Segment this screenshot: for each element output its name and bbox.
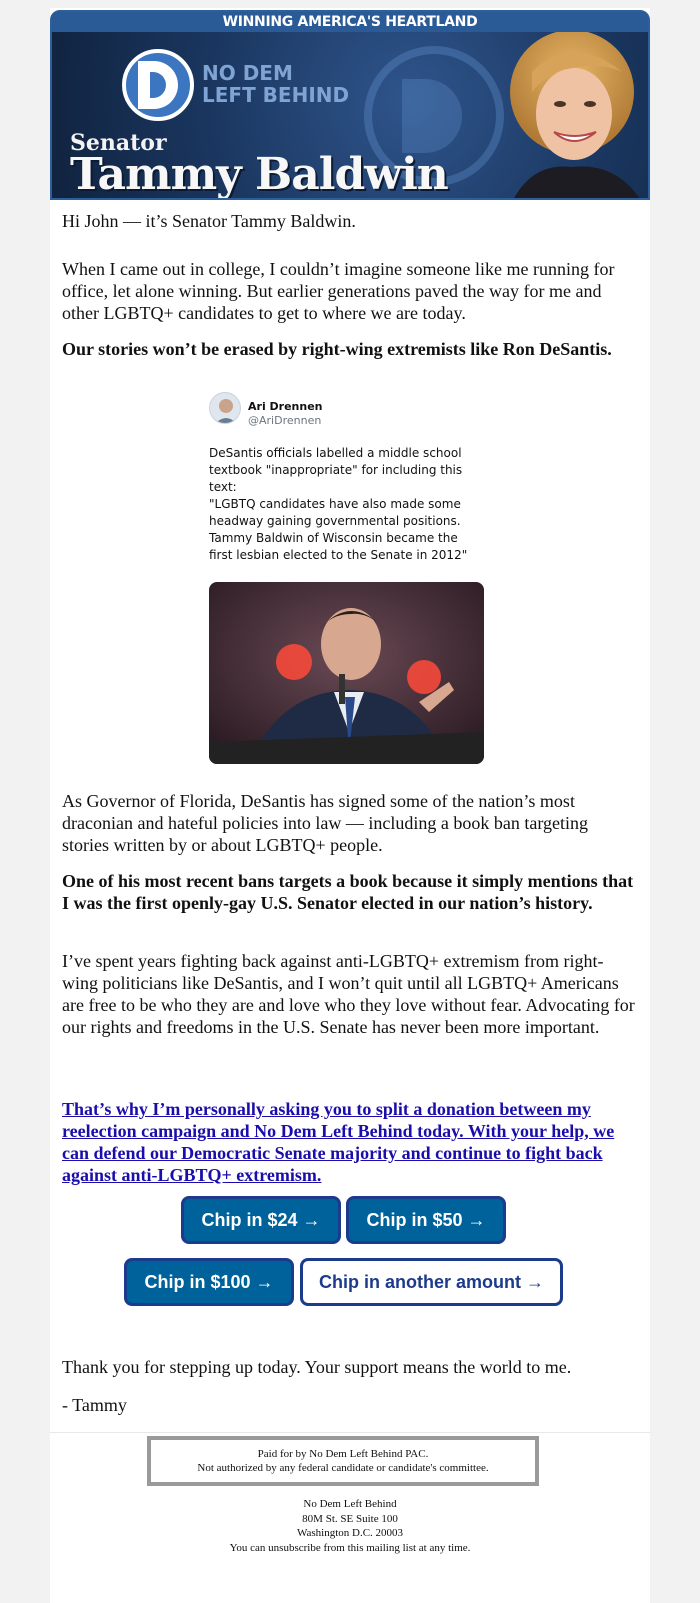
paragraph-2: As Governor of Florida, DeSantis has signed some of the nation’s most draconian and hateful policies into law — including a book ban targeting stories written by or about LGBTQ+ people. [62,791,589,855]
donate-link[interactable]: That’s why I’m personally asking you to split a donation between my reelection campaign and No Dem Left Behind today. With your help, we can defend our Democratic Senate majority and continue to fight back against anti-LGBTQ+ extremism. [62,1099,615,1185]
disclaimer-line-1: Paid for by No Dem Left Behind PAC. [257,1448,429,1460]
cta-paragraph [62,1098,638,1186]
chip-100-button[interactable]: Chip in $100 → [124,1258,294,1306]
greeting-text: Hi John — it’s Senator Tammy Baldwin. [62,211,356,231]
disclaimer-line-2: Not authorized by any federal candidate or candidate's committee. [197,1462,489,1474]
chip-24-button[interactable]: Chip in $24 → [181,1196,341,1244]
embedded-tweet [209,392,484,767]
logo-text [202,62,349,106]
logo-line-2: LEFT BEHIND [202,83,350,107]
email-body [50,8,650,1603]
footer-address [50,1497,650,1555]
thanks-text: Thank you for stepping up today. Your support means the world to me. [62,1357,572,1377]
footer-city: Washington D.C. 20003 [296,1527,404,1539]
signoff-text: - Tammy [62,1395,127,1415]
senator-label: Senator [70,130,167,156]
footer-divider [50,1432,650,1433]
unsubscribe-text[interactable]: You can unsubscribe from this mailing list at any time. [229,1541,471,1554]
banner-top-title: WINNING AMERICA'S HEARTLAND [52,12,648,32]
paragraph-3: I’ve spent years fighting back against anti-LGBTQ+ extremism from right-wing politicians like DeSantis, and I won’t quit until all LGBTQ+ Americans are free to be who they are and love who they love without fear. Advocating for our rights and freedoms in the U.S. Senate has never been more important. [62,951,635,1037]
tweet-text-2: "LGBTQ candidates have also made some headway gaining governmental positions. Tammy Baldwin of Wisconsin became the first lesbian elected to the Senate in 2012" [209,497,468,562]
tweet-author-handle: @AriDrennen [248,414,322,427]
logo-line-1: NO DEM [202,61,293,85]
chip-other-amount-button[interactable]: Chip in another amount → [300,1258,563,1306]
banner-main [52,32,648,200]
tweet-photo [209,582,484,764]
page-background [8,8,692,1603]
senator-name: Tammy Baldwin [70,149,448,200]
paragraph-1: When I came out in college, I couldn’t imagine someone like me running for office, let alone winning. But earlier generations paved the way for me and other LGBTQ+ candidates to get to where we are today. [62,259,615,323]
bold-statement-1: Our stories won’t be erased by right-wing extremists like Ron DeSantis. [62,339,612,359]
footer-org: No Dem Left Behind [303,1498,397,1510]
bold-statement-2: One of his most recent bans targets a book because it simply mentions that I was the first openly-gay U.S. Senator elected in our nation’s history. [62,871,634,913]
header-banner [50,10,650,200]
tweet-text-1: DeSantis officials labelled a middle school textbook "inappropriate" for including this text: [209,446,463,494]
ndlb-logo-icon [122,49,194,121]
tweet-avatar [209,392,241,424]
tweet-author-name: Ari Drennen [248,400,323,413]
senator-portrait [492,32,650,200]
paid-for-disclaimer [147,1436,539,1486]
chip-50-button[interactable]: Chip in $50 → [346,1196,506,1244]
footer-street: 80M St. SE Suite 100 [302,1512,398,1525]
